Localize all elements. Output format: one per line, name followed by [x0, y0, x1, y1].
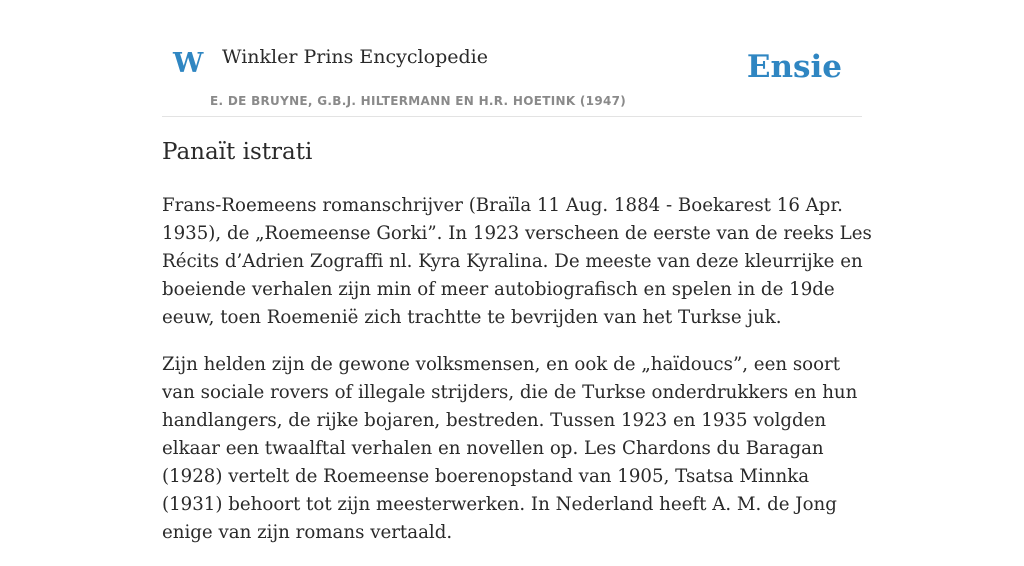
- source-logo[interactable]: W: [173, 48, 204, 79]
- source-header: [162, 0, 862, 117]
- article-title: Panaït istrati: [162, 139, 313, 165]
- article-body: [162, 192, 874, 566]
- article-paragraph: Zijn helden zijn de gewone volksmensen, en ook de „haïdoucs”, een soort van sociale rovers of illegale strijders, die de Turkse onderdrukkers en hun handlangers, de rijke bojaren, bestreden. Tussen 1923 en 1935 volgden elkaar een twaalftal verhalen en novellen op. Les Chardons du Baragan (1928) vertelt de Roemeense boerenopstand van 1905, Tsatsa Minnka (1931) behoort tot zijn meesterwerken. In Nederland heeft A. M. de Jong enige van zijn romans vertaald.: [162, 354, 858, 543]
- article-paragraph: Frans-Roemeens romanschrijver (Braïla 11 Aug. 1884 - Boekarest 16 Apr. 1935), de „Roemeense Gorki”. In 1923 verscheen de eerste van de reeks Les Récits d’Adrien Zograffi nl. Kyra Kyralina. De meeste van deze kleurrijke en boeiende verhalen zijn min of meer autobiografisch en spelen in de 19de eeuw, toen Roemenië zich trachtte te bevrijden van het Turkse juk.: [162, 195, 872, 328]
- brand-logo[interactable]: Ensie: [746, 49, 842, 85]
- source-title[interactable]: Winkler Prins Encyclopedie: [222, 46, 488, 68]
- source-authors: E. DE BRUYNE, G.B.J. HILTERMANN EN H.R. HOETINK (1947): [210, 94, 627, 108]
